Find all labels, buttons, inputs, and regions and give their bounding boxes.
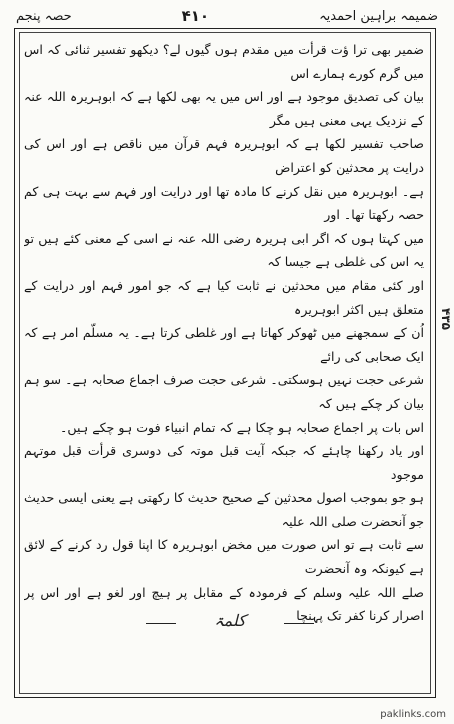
text-line: بیان کی تصدیق موجود ہے اور اس میں یہ بھی لکھا ہے کہ ابوہریرہ اللہ عنہ کے نزدیک یہی معنی ہیں مگر [24, 89, 424, 128]
page-header [16, 4, 438, 28]
text-line: ضمیر بھی ترا ؤت قرأت میں مقدم ہوں گیوں لے؟ دیکھو تفسیر ثنائی کہ اس میں گرم کورے ہمارے اس [24, 42, 424, 81]
end-ornament: کلمۃ [170, 611, 290, 635]
text-line: شرعی حجت نہیں ہوسکتی۔ شرعی حجت صرف اجماع صحابہ ہے۔ سو ہم بیان کر چکے ہیں کہ [24, 372, 424, 411]
watermark: paklinks.com [380, 709, 446, 720]
text-line: ہے۔ ابوہریرہ میں نقل کرنے کا مادہ تھا اور درایت اور فہم سے بہت ہی کم حصہ رکھتا تھا۔ اور [24, 183, 424, 223]
text-line: اس بات پر اجماع صحابہ ہو چکا ہے کہ تمام انبیاء فوت ہو چکے ہیں۔ [60, 419, 424, 435]
book-title-right: ضمیمہ براہین احمدیہ [319, 8, 438, 24]
text-line: صاحب تفسیر لکھا ہے کہ ابوہریرہ فہم قرآن میں ناقص ہے اور اس کی درایت پر محدثین کو اعتراض [24, 136, 424, 175]
body-text [24, 38, 424, 628]
page-number: ۴۱۰ [181, 7, 210, 25]
margin-note: ۴۳۵ [439, 308, 453, 330]
text-line: اور کئی مقام میں محدثین نے ثابت کیا ہے کہ جو امور فہم اور درایت کے متعلق ہیں اکثر ابوہریرہ [24, 277, 424, 317]
text-line: ہو جو بموجب اصول محدثین کے صحیح حدیث کا رکھتی ہے یعنی ایسی حدیث جو آنحضرت صلی اللہ علیہ [24, 490, 424, 529]
text-line: اُن کے سمجھنے میں ٹھوکر کھاتا ہے اور غلطی کرتا ہے۔ یہ مسلّم امر ہے کہ ایک صحابی کی رائے [24, 325, 424, 364]
section-label-left: حصہ پنجم [16, 8, 72, 24]
text-line: اور یاد رکھنا چاہئے کہ جبکہ آیت قبل موتہ کی دوسری قرأت قبل موتہم موجود [24, 443, 424, 482]
text-line: سے ثابت ہے تو اس صورت میں مخض ابوہریرہ کا اپنا قول رد کرنے کے لائق ہے کیونکہ وہ آنحضرت [24, 537, 424, 577]
text-line: صلے اللہ علیہ وسلم کے فرمودہ کے مقابل پر ہیچ اور لغو ہے اور اس پر اصرار کرنا کفر تک پہنچا [24, 584, 424, 624]
text-line: میں کہتا ہوں کہ اگر ابی ہریرہ رضی اللہ عنہ نے اسی کے معنی کئے ہیں تو یہ اس کی غلطی ہے جیسا کہ [24, 230, 424, 270]
